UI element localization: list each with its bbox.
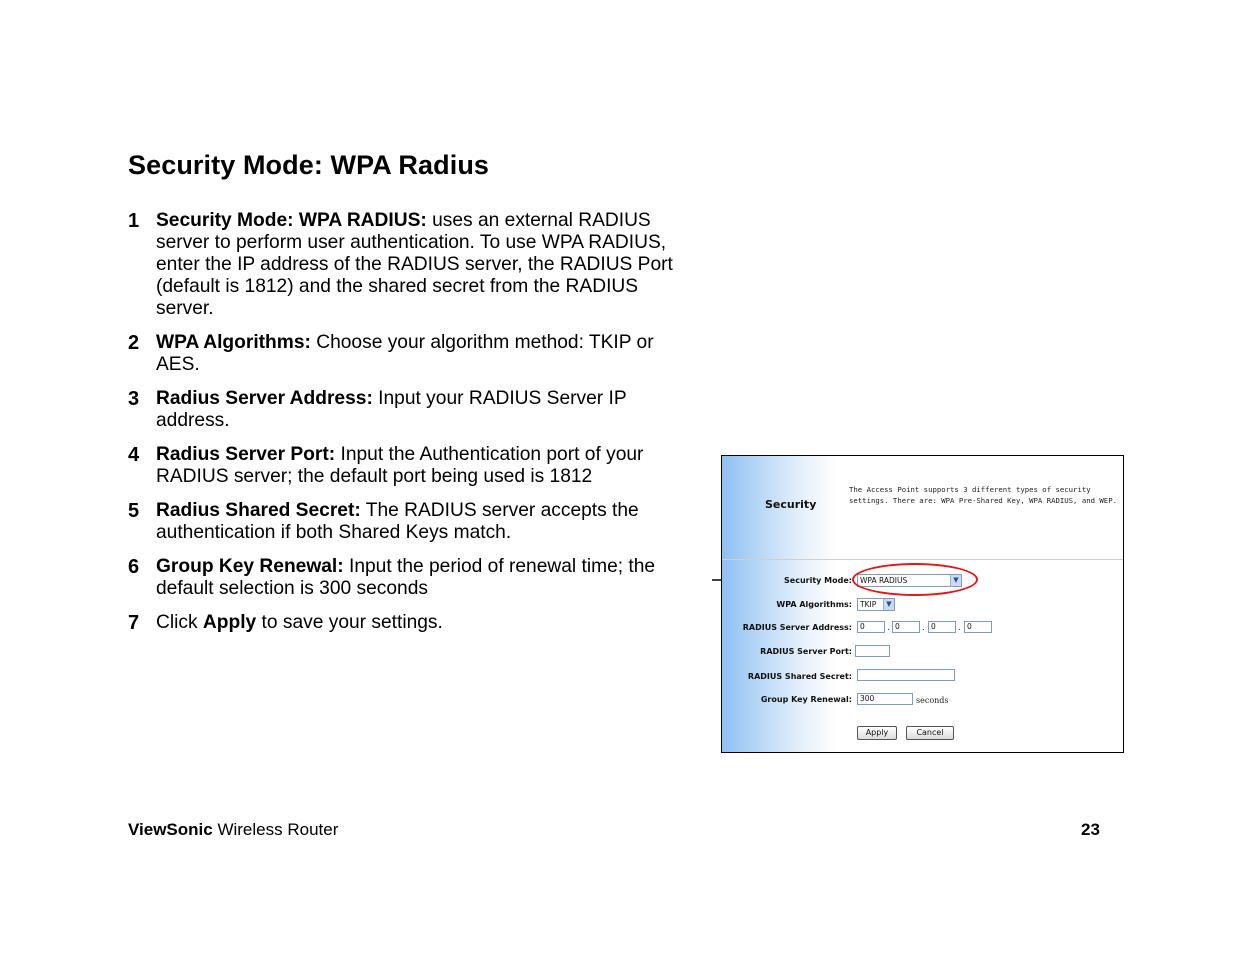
ip-separator: . xyxy=(922,623,925,633)
step-text: Click xyxy=(156,612,203,633)
page-number: 23 xyxy=(1081,820,1100,839)
instruction-list xyxy=(128,210,698,646)
step-text: Choose your algorithm method: TKIP or AES. xyxy=(156,332,654,375)
security-mode-value: WPA RADIUS xyxy=(860,576,908,585)
chevron-down-icon[interactable]: ▼ xyxy=(950,575,961,586)
step-number: 7 xyxy=(128,612,140,634)
brand-name: ViewSonic xyxy=(128,820,213,839)
step-number: 4 xyxy=(128,444,140,466)
server-port-label: RADIUS Server Port: xyxy=(760,647,852,656)
security-mode-label: Security Mode: xyxy=(784,576,852,585)
step-term: Radius Shared Secret: xyxy=(156,500,361,521)
step-text: The RADIUS server accepts the authentication if both Shared Keys match. xyxy=(156,500,639,543)
step-text: uses an external RADIUS server to perform user authentication. To use WPA RADIUS, enter the IP address of the RADIUS server, the RADIUS Port (default is 1812) and the shared secret from the RADIUS server. xyxy=(156,210,673,319)
wpa-algorithms-label: WPA Algorithms: xyxy=(776,600,852,609)
server-address-label: RADIUS Server Address: xyxy=(742,623,852,632)
step-text: Input the Authentication port of your RADIUS server; the default port being used is 1812 xyxy=(156,444,644,487)
wpa-algorithms-select[interactable] xyxy=(857,598,895,611)
wpa-algorithms-value: TKIP xyxy=(860,600,877,609)
apply-button[interactable]: Apply xyxy=(857,726,897,740)
section-title: Security xyxy=(765,498,817,511)
chevron-down-icon[interactable]: ▼ xyxy=(883,599,894,610)
step-term: Apply xyxy=(202,612,257,633)
step-item xyxy=(128,500,698,544)
step-number: 6 xyxy=(128,556,140,578)
server-address-octet-2[interactable]: 0 xyxy=(892,621,920,633)
step-term: WPA Algorithms: xyxy=(156,332,311,353)
section-description: The Access Point supports 3 different types of security settings. There are: WPA Pre-Shared Key, WPA RADIUS, and WEP. xyxy=(849,485,1117,505)
step-term: Group Key Renewal: xyxy=(156,556,344,577)
group-key-renewal-input[interactable]: 300 xyxy=(857,693,913,705)
step-number: 1 xyxy=(128,210,140,232)
step-term: Radius Server Port: xyxy=(156,444,336,465)
server-address-octet-3[interactable]: 0 xyxy=(928,621,956,633)
step-item xyxy=(128,556,698,600)
step-item xyxy=(128,612,698,634)
step-term: Security Mode: WPA RADIUS: xyxy=(156,210,427,231)
router-settings-screenshot xyxy=(721,455,1124,753)
divider xyxy=(722,559,1123,560)
shared-secret-input[interactable] xyxy=(857,669,955,681)
step-number: 3 xyxy=(128,388,140,410)
ip-separator: . xyxy=(958,623,961,633)
step-term: Radius Server Address: xyxy=(156,388,373,409)
step-item xyxy=(128,210,698,320)
footer-brand xyxy=(128,820,338,840)
step-item xyxy=(128,332,698,376)
shared-secret-label: RADIUS Shared Secret: xyxy=(747,672,852,681)
page-title: Security Mode: WPA Radius xyxy=(128,150,490,180)
highlight-ring xyxy=(852,563,978,596)
ip-separator: . xyxy=(887,623,890,633)
cancel-button[interactable]: Cancel xyxy=(906,726,954,740)
server-address-octet-4[interactable]: 0 xyxy=(964,621,992,633)
step-number: 2 xyxy=(128,332,140,354)
step-item xyxy=(128,388,698,432)
step-text: Input your RADIUS Server IP address. xyxy=(156,388,627,431)
server-address-octet-1[interactable]: 0 xyxy=(857,621,885,633)
product-name: Wireless Router xyxy=(212,820,339,839)
step-text: to save your settings. xyxy=(256,612,443,633)
group-key-renewal-label: Group Key Renewal: xyxy=(760,695,852,704)
renewal-unit: seconds xyxy=(916,696,949,705)
step-text: Input the period of renewal time; the default selection is 300 seconds xyxy=(156,556,656,599)
step-number: 5 xyxy=(128,500,140,522)
step-item xyxy=(128,444,698,488)
server-port-input[interactable] xyxy=(855,645,890,657)
